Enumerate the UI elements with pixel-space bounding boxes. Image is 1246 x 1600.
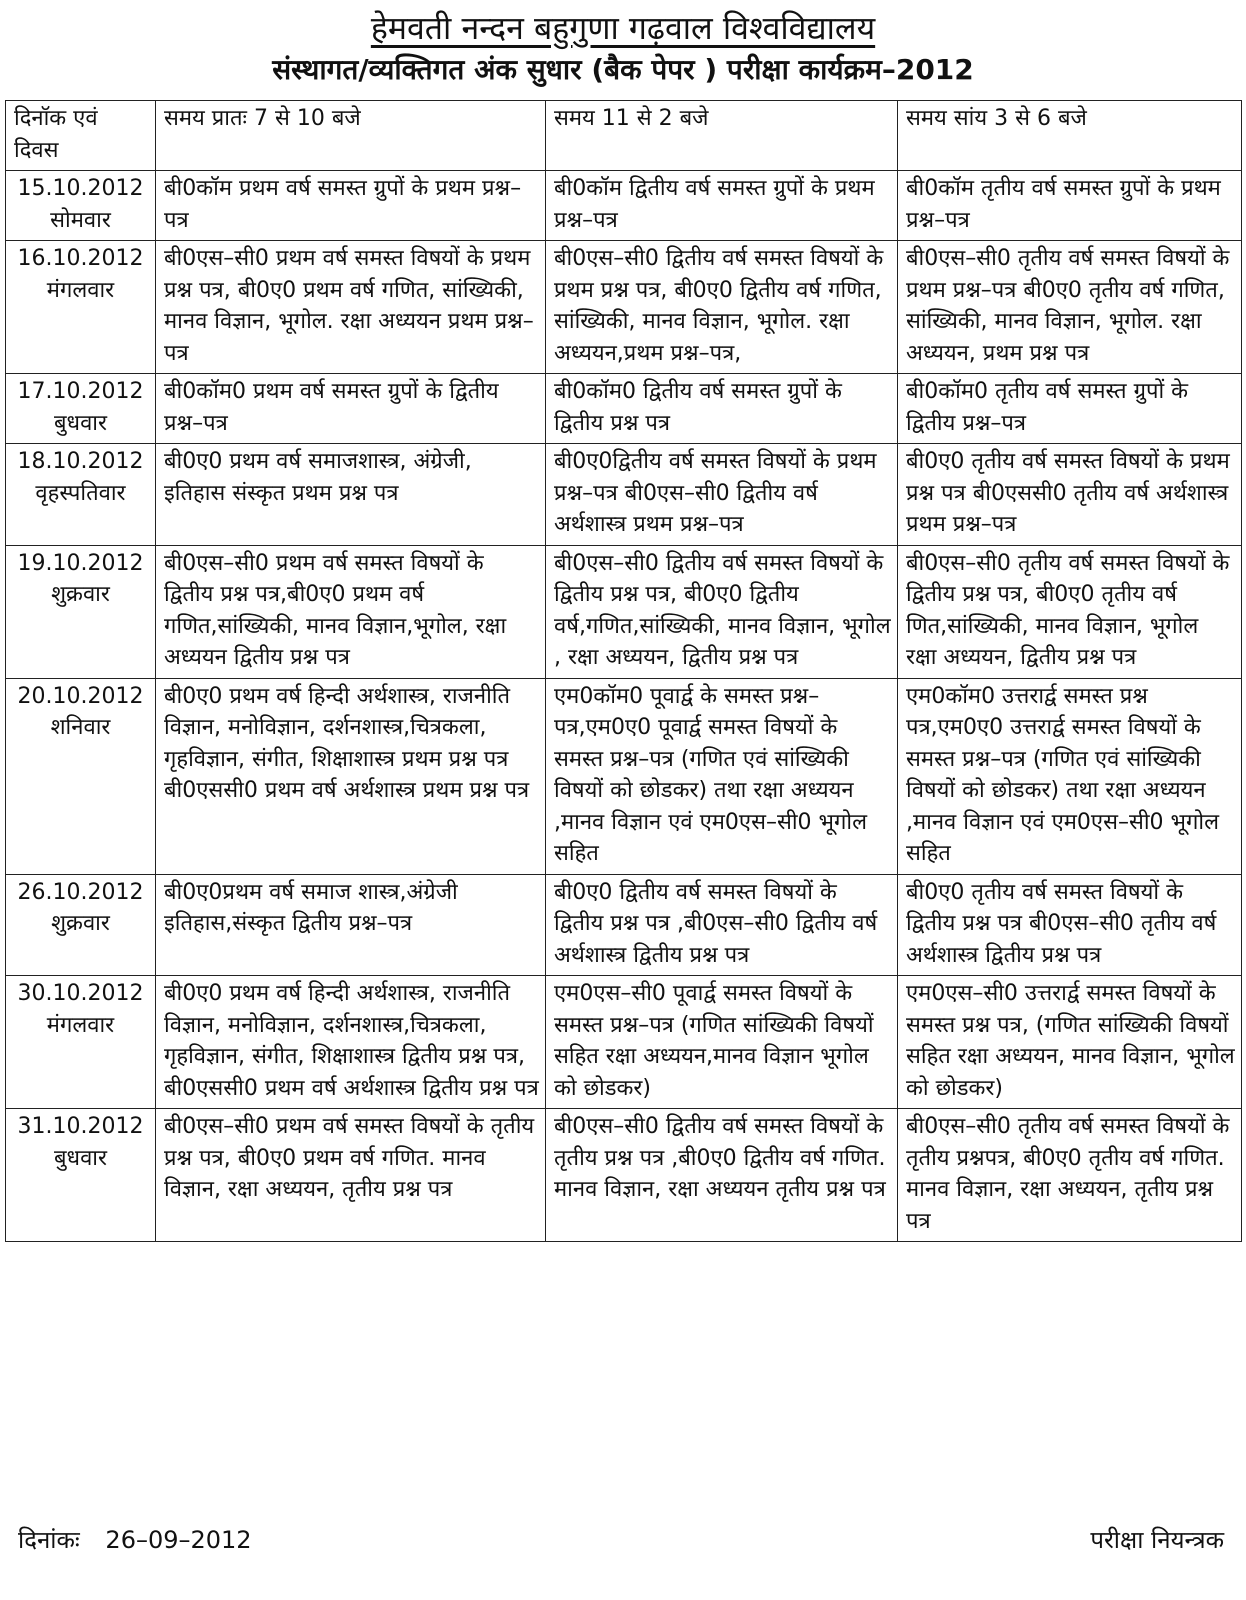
row-date: 17.10.2012 bbox=[17, 379, 144, 404]
midday-session-cell: बी0ए0 द्वितीय वर्ष समस्त विषयों के द्वितीय प्रश्न पत्र ,बी0एस–सी0 द्वितीय वर्ष अर्थशास्त्र द्वितीय प्रश्न पत्र bbox=[546, 874, 898, 976]
date-cell bbox=[6, 976, 156, 1109]
date-cell bbox=[6, 171, 156, 241]
morning-session-cell: बी0ए0 प्रथम वर्ष समाजशास्त्र, अंग्रेजी, इतिहास संस्कृत प्रथम प्रश्न पत्र bbox=[156, 444, 546, 546]
row-date: 30.10.2012 bbox=[17, 981, 144, 1006]
table-row bbox=[6, 545, 1242, 678]
date-cell bbox=[6, 874, 156, 976]
row-date: 31.10.2012 bbox=[17, 1114, 144, 1139]
row-date: 15.10.2012 bbox=[17, 176, 144, 201]
exam-schedule-table bbox=[5, 100, 1242, 1242]
column-header-morning: समय प्रातः 7 से 10 बजे bbox=[156, 101, 546, 171]
university-name: हेमवती नन्दन बहुगुणा गढ़वाल विश्वविद्यालय bbox=[370, 9, 876, 47]
column-header-date: दिनॉक एवं दिवस bbox=[6, 101, 156, 171]
row-date: 16.10.2012 bbox=[17, 246, 144, 271]
table-row bbox=[6, 976, 1242, 1109]
morning-session-cell: बी0ए0प्रथम वर्ष समाज शास्त्र,अंग्रेजी इतिहास,संस्कृत द्वितीय प्रश्न–पत्र bbox=[156, 874, 546, 976]
signatory: परीक्षा नियन्त्रक bbox=[1090, 1526, 1224, 1554]
midday-session-cell: बी0ए0द्वितीय वर्ष समस्त विषयों के प्रथम प्रश्न–पत्र बी0एस–सी0 द्वितीय वर्ष अर्थशास्त्र प्रथम प्रश्न–पत्र bbox=[546, 444, 898, 546]
midday-session-cell: एम0कॉम0 पूवार्द्व के समस्त प्रश्न–पत्र,एम0ए0 पूवार्द्व समस्त विषयों के समस्त प्रश्न–पत्र (गणित एवं सांख्यिकी विषयों को छोडकर) तथा रक्षा अध्ययन ,मानव विज्ञान एवं एम0एस–सी0 भूगोल सहित bbox=[546, 678, 898, 874]
date-cell bbox=[6, 444, 156, 546]
row-day: वृहस्पतिवार bbox=[35, 480, 126, 506]
morning-session-cell: बी0एस–सी0 प्रथम वर्ष समस्त विषयों के तृतीय प्रश्न पत्र, बी0ए0 प्रथम वर्ष गणित. मानव विज्ञान, रक्षा अध्ययन, तृतीय प्रश्न पत्र bbox=[156, 1109, 546, 1242]
morning-session-cell: बी0कॉम0 प्रथम वर्ष समस्त ग्रुपों के द्वितीय प्रश्न–पत्र bbox=[156, 374, 546, 444]
midday-session-cell: एम0एस–सी0 पूवार्द्व समस्त विषयों के समस्त प्रश्न–पत्र (गणित सांख्यिकी विषयों सहित रक्षा अध्ययन,मानव विज्ञान भूगोल को छोडकर) bbox=[546, 976, 898, 1109]
row-date: 26.10.2012 bbox=[17, 879, 144, 905]
evening-session-cell: बी0एस–सी0 तृतीय वर्ष समस्त विषयों के द्वितीय प्रश्न पत्र, बी0ए0 तृतीय वर्ष णित,सांख्यिकी, मानव विज्ञान, भूगोल रक्षा अध्ययन, द्वितीय प्रश्न पत्र bbox=[898, 545, 1242, 678]
table-header-row bbox=[6, 101, 1242, 171]
row-day: सोमवार bbox=[50, 207, 111, 233]
table-row bbox=[6, 678, 1242, 874]
row-day: शुक्रवार bbox=[51, 911, 110, 936]
table-row bbox=[6, 241, 1242, 374]
row-date: 19.10.2012 bbox=[17, 550, 144, 576]
table-row bbox=[6, 874, 1242, 976]
midday-session-cell: बी0कॉम0 द्वितीय वर्ष समस्त ग्रुपों के द्वितीय प्रश्न पत्र bbox=[546, 374, 898, 444]
evening-session-cell: बी0एस–सी0 तृतीय वर्ष समस्त विषयों के तृतीय प्रश्नपत्र, बी0ए0 तृतीय वर्ष गणित. मानव विज्ञान, रक्षा अध्ययन, तृतीय प्रश्न पत्र bbox=[898, 1109, 1242, 1242]
issue-date-label: दिनांकः bbox=[18, 1526, 80, 1554]
evening-session-cell: बी0कॉम तृतीय वर्ष समस्त ग्रुपों के प्रथम प्रश्न–पत्र bbox=[898, 171, 1242, 241]
row-day: मंगलवार bbox=[46, 1012, 115, 1038]
table-row bbox=[6, 374, 1242, 444]
date-cell bbox=[6, 545, 156, 678]
evening-session-cell: बी0ए0 तृतीय वर्ष समस्त विषयों के प्रथम प्रश्न पत्र बी0एससी0 तृतीय वर्ष अर्थशास्त्र प्रथम प्रश्न–पत्र bbox=[898, 444, 1242, 546]
row-day: बुधवार bbox=[53, 1145, 108, 1171]
evening-session-cell: एम0कॉम0 उत्तरार्द्व समस्त प्रश्न पत्र,एम0ए0 उत्तरार्द्व समस्त विषयों के समस्त प्रश्न–पत्र (गणित एवं सांख्यिकी विषयों को छोडकर) तथा रक्षा अध्ययन ,मानव विज्ञान एवं एम0एस–सी0 भूगोल सहित bbox=[898, 678, 1242, 874]
column-header-evening: समय सांय 3 से 6 बजे bbox=[898, 101, 1242, 171]
morning-session-cell: बी0कॉम प्रथम वर्ष समस्त ग्रुपों के प्रथम प्रश्न–पत्र bbox=[156, 171, 546, 241]
row-day: मंगलवार bbox=[46, 277, 115, 303]
evening-session-cell: एम0एस–सी0 उत्तरार्द्व समस्त विषयों के समस्त प्रश्न पत्र, (गणित सांख्यिकी विषयों सहित रक्षा अध्ययन, मानव विज्ञान, भूगोल को छोडकर) bbox=[898, 976, 1242, 1109]
midday-session-cell: बी0एस–सी0 द्वितीय वर्ष समस्त विषयों के तृतीय प्रश्न पत्र ,बी0ए0 द्वितीय वर्ष गणित. मानव विज्ञान, रक्षा अध्ययन तृतीय प्रश्न पत्र bbox=[546, 1109, 898, 1242]
row-date: 18.10.2012 bbox=[17, 449, 144, 474]
issue-date bbox=[18, 1528, 252, 1552]
row-day: शुक्रवार bbox=[51, 582, 110, 607]
morning-session-cell: बी0ए0 प्रथम वर्ष हिन्दी अर्थशास्त्र, राजनीति विज्ञान, मनोविज्ञान, दर्शनशास्त्र,चित्रकला, गृहविज्ञान, संगीत, शिक्षाशास्त्र द्वितीय प्रश्न पत्र, बी0एससी0 प्रथम वर्ष अर्थशास्त्र द्वितीय प्रश्न पत्र bbox=[156, 976, 546, 1109]
midday-session-cell: बी0एस–सी0 द्वितीय वर्ष समस्त विषयों के प्रथम प्रश्न पत्र, बी0ए0 द्वितीय वर्ष गणित, सांख्यिकी, मानव विज्ञान, भूगोल. रक्षा अध्ययन,प्रथम प्रश्न–पत्र, bbox=[546, 241, 898, 374]
issue-date-value: 26–09–2012 bbox=[105, 1526, 252, 1554]
morning-session-cell: बी0एस–सी0 प्रथम वर्ष समस्त विषयों के द्वितीय प्रश्न पत्र,बी0ए0 प्रथम वर्ष गणित,सांख्यिकी, मानव विज्ञान,भूगोल, रक्षा अध्ययन द्वितीय प्रश्न पत्र bbox=[156, 545, 546, 678]
morning-session-cell: बी0एस–सी0 प्रथम वर्ष समस्त विषयों के प्रथम प्रश्न पत्र, बी0ए0 प्रथम वर्ष गणित, सांख्यिकी, मानव विज्ञान, भूगोल. रक्षा अध्ययन प्रथम प्रश्न–पत्र bbox=[156, 241, 546, 374]
midday-session-cell: बी0कॉम द्वितीय वर्ष समस्त ग्रुपों के प्रथम प्रश्न–पत्र bbox=[546, 171, 898, 241]
row-day: बुधवार bbox=[53, 410, 108, 436]
date-cell bbox=[6, 1109, 156, 1242]
date-cell bbox=[6, 678, 156, 874]
morning-session-cell: बी0ए0 प्रथम वर्ष हिन्दी अर्थशास्त्र, राजनीति विज्ञान, मनोविज्ञान, दर्शनशास्त्र,चित्रकला, गृहविज्ञान, संगीत, शिक्षाशास्त्र प्रथम प्रश्न पत्र बी0एससी0 प्रथम वर्ष अर्थशास्त्र प्रथम प्रश्न पत्र bbox=[156, 678, 546, 874]
table-row bbox=[6, 444, 1242, 546]
document-title: संस्थागत/व्यक्तिगत अंक सुधार (बैक पेपर ) परीक्षा कार्यक्रम–2012 bbox=[272, 53, 974, 86]
table-row bbox=[6, 171, 1242, 241]
evening-session-cell: बी0ए0 तृतीय वर्ष समस्त विषयों के द्वितीय प्रश्न पत्र बी0एस–सी0 तृतीय वर्ष अर्थशास्त्र द्वितीय प्रश्न पत्र bbox=[898, 874, 1242, 976]
row-day: शनिवार bbox=[50, 715, 111, 740]
evening-session-cell: बी0कॉम0 तृतीय वर्ष समस्त ग्रुपों के द्वितीय प्रश्न–पत्र bbox=[898, 374, 1242, 444]
midday-session-cell: बी0एस–सी0 द्वितीय वर्ष समस्त विषयों के द्वितीय प्रश्न पत्र, बी0ए0 द्वितीय वर्ष,गणित,सांख्यिकी, मानव विज्ञान, भूगोल , रक्षा अध्ययन, द्वितीय प्रश्न पत्र bbox=[546, 545, 898, 678]
row-date: 20.10.2012 bbox=[17, 683, 144, 709]
column-header-midday: समय 11 से 2 बजे bbox=[546, 101, 898, 171]
date-cell bbox=[6, 241, 156, 374]
date-cell bbox=[6, 374, 156, 444]
table-row bbox=[6, 1109, 1242, 1242]
evening-session-cell: बी0एस–सी0 तृतीय वर्ष समस्त विषयों के प्रथम प्रश्न–पत्र बी0ए0 तृतीय वर्ष गणित, सांख्यिकी, मानव विज्ञान, भूगोल. रक्षा अध्ययन, प्रथम प्रश्न पत्र bbox=[898, 241, 1242, 374]
